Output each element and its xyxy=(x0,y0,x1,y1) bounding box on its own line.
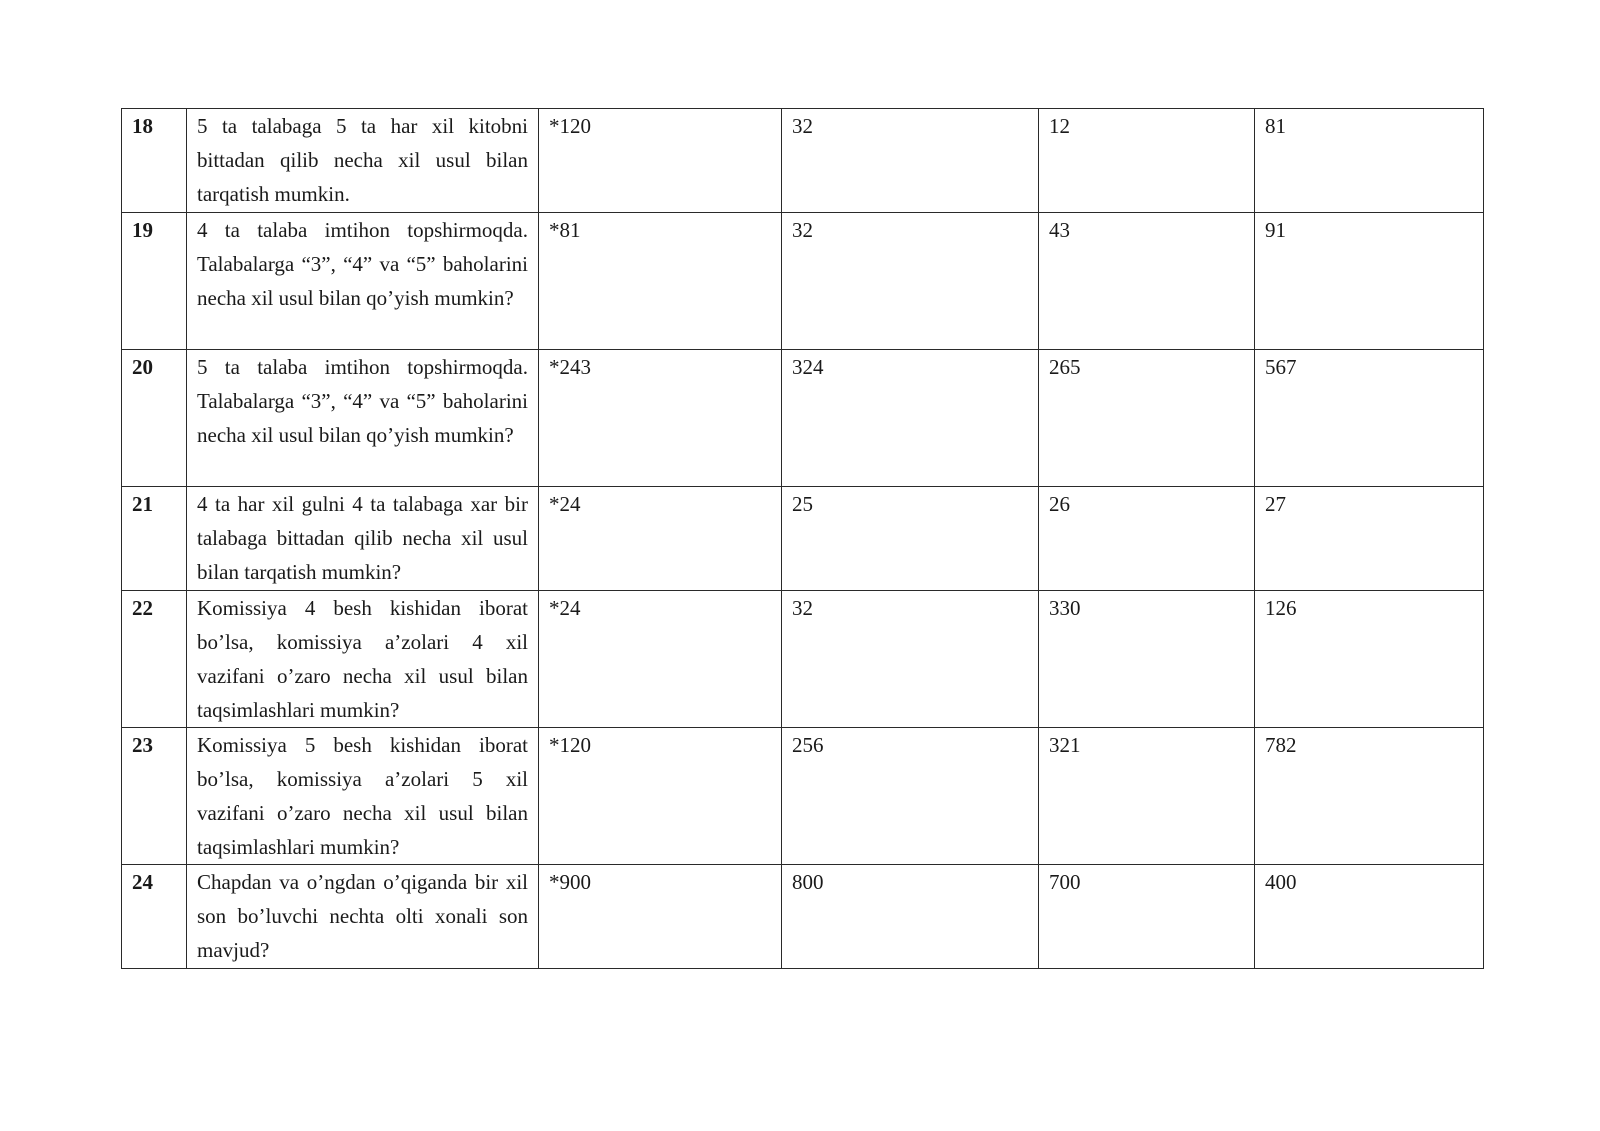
question-number: 21 xyxy=(122,487,187,591)
answer-option-4: 126 xyxy=(1255,591,1484,728)
table-row xyxy=(122,487,1484,591)
answer-option-4: 81 xyxy=(1255,109,1484,213)
answer-correct: *120 xyxy=(539,728,782,865)
answer-option-3: 12 xyxy=(1039,109,1255,213)
answer-correct: *24 xyxy=(539,487,782,591)
question-number: 19 xyxy=(122,213,187,350)
question-text: 4 ta talaba imtihon topshirmoqda. Talabalarga “3”, “4” va “5” baholarini necha xil usul bilan qo’yish mumkin? xyxy=(187,213,539,350)
table-row xyxy=(122,728,1484,865)
quiz-table xyxy=(121,108,1484,969)
question-text: 4 ta har xil gulni 4 ta talabaga xar bir talabaga bittadan qilib necha xil usul bilan tarqatish mumkin? xyxy=(187,487,539,591)
answer-correct: *81 xyxy=(539,213,782,350)
answer-correct: *243 xyxy=(539,350,782,487)
answer-option-2: 25 xyxy=(782,487,1039,591)
answer-option-2: 324 xyxy=(782,350,1039,487)
table-row xyxy=(122,591,1484,728)
answer-correct: *120 xyxy=(539,109,782,213)
question-text: Chapdan va o’ngdan o’qiganda bir xil son bo’luvchi nechta olti xonali son mavjud? xyxy=(187,865,539,969)
question-number: 20 xyxy=(122,350,187,487)
answer-option-2: 800 xyxy=(782,865,1039,969)
answer-option-4: 782 xyxy=(1255,728,1484,865)
table-row xyxy=(122,213,1484,350)
answer-option-4: 91 xyxy=(1255,213,1484,350)
answer-option-3: 26 xyxy=(1039,487,1255,591)
answer-option-2: 32 xyxy=(782,213,1039,350)
answer-option-3: 700 xyxy=(1039,865,1255,969)
table-row xyxy=(122,865,1484,969)
answer-option-4: 400 xyxy=(1255,865,1484,969)
question-number: 23 xyxy=(122,728,187,865)
answer-option-3: 330 xyxy=(1039,591,1255,728)
table-row xyxy=(122,350,1484,487)
question-text: 5 ta talabaga 5 ta har xil kitobni bittadan qilib necha xil usul bilan tarqatish mumkin. xyxy=(187,109,539,213)
answer-option-3: 321 xyxy=(1039,728,1255,865)
question-number: 18 xyxy=(122,109,187,213)
answer-option-4: 567 xyxy=(1255,350,1484,487)
question-text: Komissiya 4 besh kishidan iborat bo’lsa, komissiya a’zolari 4 xil vazifani o’zaro necha xil usul bilan taqsimlashlari mumkin? xyxy=(187,591,539,728)
answer-option-2: 32 xyxy=(782,109,1039,213)
question-text: 5 ta talaba imtihon topshirmoqda. Talabalarga “3”, “4” va “5” baholarini necha xil usul bilan qo’yish mumkin? xyxy=(187,350,539,487)
question-number: 24 xyxy=(122,865,187,969)
answer-correct: *900 xyxy=(539,865,782,969)
answer-option-3: 265 xyxy=(1039,350,1255,487)
answer-option-4: 27 xyxy=(1255,487,1484,591)
question-number: 22 xyxy=(122,591,187,728)
answer-option-2: 32 xyxy=(782,591,1039,728)
answer-correct: *24 xyxy=(539,591,782,728)
question-text: Komissiya 5 besh kishidan iborat bo’lsa, komissiya a’zolari 5 xil vazifani o’zaro necha xil usul bilan taqsimlashlari mumkin? xyxy=(187,728,539,865)
table-row xyxy=(122,109,1484,213)
answer-option-2: 256 xyxy=(782,728,1039,865)
answer-option-3: 43 xyxy=(1039,213,1255,350)
